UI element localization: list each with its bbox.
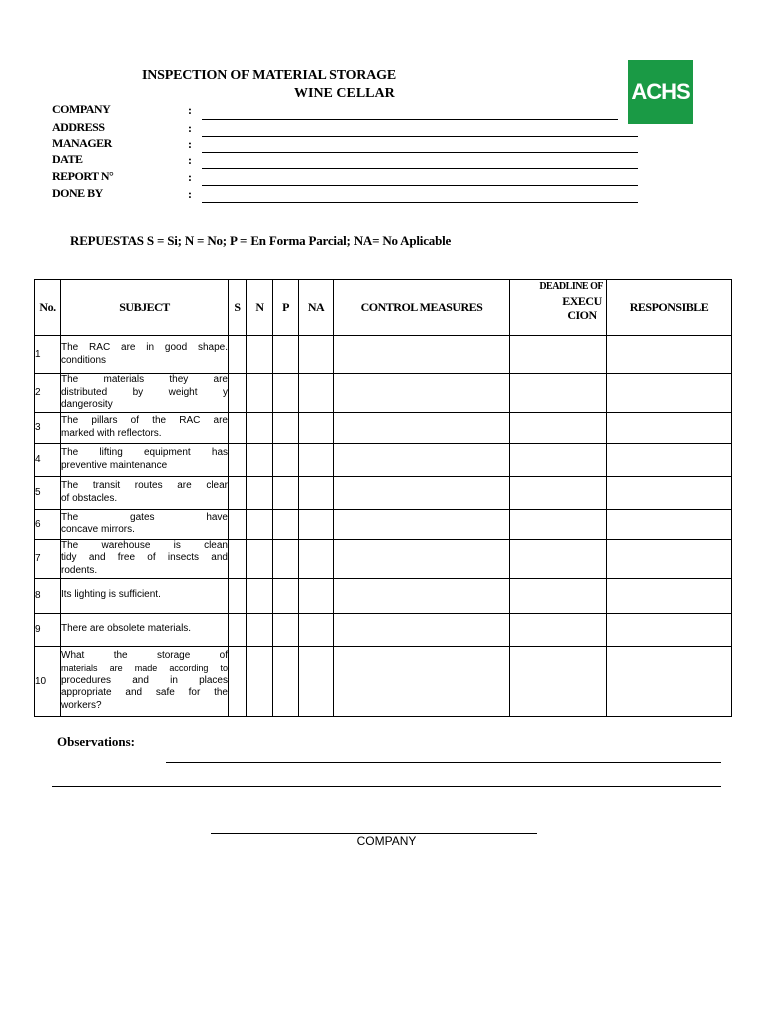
cell-n[interactable] (247, 412, 273, 443)
cell-na[interactable] (299, 578, 334, 613)
cell-control-measures[interactable] (334, 509, 510, 539)
cell-responsible[interactable] (607, 509, 732, 539)
address-field-label: ADDRESS (52, 120, 105, 134)
cell-na[interactable] (299, 476, 334, 509)
observations-label: Observations: (57, 734, 135, 749)
row-subject (61, 578, 229, 613)
subject-line: conditions (61, 354, 107, 366)
row-number: 1 (35, 336, 61, 374)
subject-line: There are obsolete materials. (61, 623, 192, 635)
cell-s[interactable] (229, 539, 247, 578)
cell-p[interactable] (273, 374, 299, 413)
checklist-table (34, 279, 732, 717)
cell-na[interactable] (299, 443, 334, 476)
subject-line: The transit routes are clear (61, 480, 228, 491)
header-responsible: RESPONSIBLE (607, 280, 732, 336)
cell-na[interactable] (299, 374, 334, 413)
cell-p[interactable] (273, 443, 299, 476)
cell-s[interactable] (229, 412, 247, 443)
cell-n[interactable] (247, 578, 273, 613)
cell-responsible[interactable] (607, 578, 732, 613)
manager-field-label: MANAGER (52, 136, 112, 150)
cell-na[interactable] (299, 412, 334, 443)
cell-responsible[interactable] (607, 646, 732, 716)
row-number: 3 (35, 412, 61, 443)
cell-n[interactable] (247, 613, 273, 646)
row-subject (61, 476, 229, 509)
table-row (35, 578, 732, 613)
cell-n[interactable] (247, 509, 273, 539)
subject-line: tidy and free of insects and (61, 552, 228, 564)
cell-deadline[interactable] (510, 412, 607, 443)
row-subject (61, 336, 229, 374)
cell-control-measures[interactable] (334, 443, 510, 476)
subject-line: The lifting equipment has (61, 447, 228, 458)
address-field-colon: : (188, 121, 192, 135)
table-row (35, 336, 732, 374)
cell-p[interactable] (273, 578, 299, 613)
table-row (35, 412, 732, 443)
company-field-label: COMPANY (52, 102, 111, 116)
cell-n[interactable] (247, 443, 273, 476)
report-number-field-line[interactable] (202, 185, 638, 186)
cell-control-measures[interactable] (334, 374, 510, 413)
header-subject: SUBJECT (61, 280, 229, 336)
date-field-line[interactable] (202, 168, 638, 169)
row-subject (61, 412, 229, 443)
cell-deadline[interactable] (510, 443, 607, 476)
row-number: 9 (35, 613, 61, 646)
header-deadline-bottom: EXECUCION (562, 294, 602, 322)
cell-deadline[interactable] (510, 578, 607, 613)
row-number: 2 (35, 374, 61, 413)
header-s: S (229, 280, 247, 336)
cell-control-measures[interactable] (334, 539, 510, 578)
cell-p[interactable] (273, 509, 299, 539)
done-by-field-colon: : (188, 187, 192, 201)
cell-na[interactable] (299, 646, 334, 716)
cell-n[interactable] (247, 539, 273, 578)
date-field-label: DATE (52, 152, 83, 166)
answer-legend: REPUESTAS S = Si; N = No; P = En Forma Parcial; NA= No Aplicable (70, 233, 452, 248)
subject-line: marked with reflectors. (61, 427, 162, 439)
company-field-line[interactable] (202, 119, 618, 120)
report-number-field-label: REPORT N° (52, 169, 114, 183)
done-by-field-label: DONE BY (52, 186, 103, 200)
cell-control-measures[interactable] (334, 476, 510, 509)
cell-control-measures[interactable] (334, 412, 510, 443)
header-no: No. (35, 280, 61, 336)
cell-s[interactable] (229, 443, 247, 476)
subject-line: dangerosity (61, 399, 113, 410)
row-number: 10 (35, 646, 61, 716)
table-row (35, 476, 732, 509)
cell-n[interactable] (247, 476, 273, 509)
subject-line: preventive maintenance (61, 459, 168, 471)
cell-na[interactable] (299, 336, 334, 374)
observations-line-1[interactable] (166, 762, 721, 763)
date-field-colon: : (188, 153, 192, 167)
cell-responsible[interactable] (607, 336, 732, 374)
cell-p[interactable] (273, 539, 299, 578)
subject-line: distributed by weight y (61, 386, 228, 398)
cell-s[interactable] (229, 646, 247, 716)
cell-responsible[interactable] (607, 539, 732, 578)
subject-line: appropriate and safe for the (61, 687, 228, 699)
address-field-line[interactable] (202, 136, 638, 137)
cell-deadline[interactable] (510, 646, 607, 716)
row-number: 4 (35, 443, 61, 476)
cell-n[interactable] (247, 336, 273, 374)
table-row (35, 443, 732, 476)
table-row (35, 646, 732, 716)
cell-responsible[interactable] (607, 443, 732, 476)
cell-control-measures[interactable] (334, 613, 510, 646)
signature-company-label: COMPANY (356, 834, 417, 848)
cell-responsible[interactable] (607, 613, 732, 646)
report-number-field-colon: : (188, 170, 192, 184)
cell-s[interactable] (229, 578, 247, 613)
subject-line: The pillars of the RAC are (61, 415, 228, 426)
cell-p[interactable] (273, 646, 299, 716)
cell-p[interactable] (273, 412, 299, 443)
header-deadline-top: DEADLINE OF (539, 281, 603, 292)
cell-control-measures[interactable] (334, 578, 510, 613)
cell-deadline[interactable] (510, 613, 607, 646)
manager-field-line[interactable] (202, 152, 638, 153)
checklist-body (35, 336, 732, 717)
cell-responsible[interactable] (607, 476, 732, 509)
cell-s[interactable] (229, 613, 247, 646)
cell-s[interactable] (229, 374, 247, 413)
cell-na[interactable] (299, 613, 334, 646)
cell-s[interactable] (229, 509, 247, 539)
cell-p[interactable] (273, 336, 299, 374)
achs-logo (628, 60, 693, 124)
form-subtitle: WINE CELLAR (294, 86, 395, 101)
subject-line: The materials they are (61, 374, 228, 385)
cell-s[interactable] (229, 336, 247, 374)
subject-line: The gates have (61, 511, 228, 523)
row-number: 8 (35, 578, 61, 613)
row-subject (61, 509, 229, 539)
cell-p[interactable] (273, 476, 299, 509)
cell-n[interactable] (247, 646, 273, 716)
row-subject (61, 646, 229, 716)
subject-line: What the storage of (61, 649, 228, 661)
table-header-row (35, 280, 732, 336)
cell-na[interactable] (299, 539, 334, 578)
table-row (35, 613, 732, 646)
cell-deadline[interactable] (510, 539, 607, 578)
observations-line-2[interactable] (52, 786, 721, 787)
cell-na[interactable] (299, 509, 334, 539)
header-p: P (273, 280, 299, 336)
row-number: 7 (35, 539, 61, 578)
subject-line: concave mirrors. (61, 524, 135, 535)
cell-deadline[interactable] (510, 336, 607, 374)
row-subject (61, 613, 229, 646)
cell-p[interactable] (273, 613, 299, 646)
row-subject (61, 374, 229, 413)
cell-deadline[interactable] (510, 374, 607, 413)
header-control-measures: CONTROL MEASURES (334, 280, 510, 336)
cell-control-measures[interactable] (334, 646, 510, 716)
table-row (35, 509, 732, 539)
row-subject (61, 443, 229, 476)
done-by-field-line[interactable] (202, 202, 638, 203)
header-n: N (247, 280, 273, 336)
cell-deadline[interactable] (510, 509, 607, 539)
subject-line: of obstacles. (61, 492, 118, 504)
cell-n[interactable] (247, 374, 273, 413)
header-deadline (510, 280, 607, 336)
subject-line: The RAC are in good shape. (61, 342, 228, 353)
subject-line: The warehouse is clean (61, 539, 228, 551)
header-na: NA (299, 280, 334, 336)
cell-control-measures[interactable] (334, 336, 510, 374)
cell-responsible[interactable] (607, 374, 732, 413)
subject-line: procedures and in places (61, 674, 228, 686)
cell-deadline[interactable] (510, 476, 607, 509)
cell-responsible[interactable] (607, 412, 732, 443)
row-number: 6 (35, 509, 61, 539)
table-row (35, 374, 732, 413)
subject-line: materials are made according to (61, 663, 228, 674)
row-subject (61, 539, 229, 578)
company-field-colon: : (188, 103, 192, 117)
table-row (35, 539, 732, 578)
form-title: INSPECTION OF MATERIAL STORAGE (142, 68, 396, 83)
manager-field-colon: : (188, 137, 192, 151)
logo-text: ACHS (631, 79, 690, 104)
row-number: 5 (35, 476, 61, 509)
subject-line: workers? (61, 699, 102, 711)
cell-s[interactable] (229, 476, 247, 509)
subject-line: Its lighting is sufficient. (61, 589, 161, 601)
subject-line: rodents. (61, 564, 98, 576)
